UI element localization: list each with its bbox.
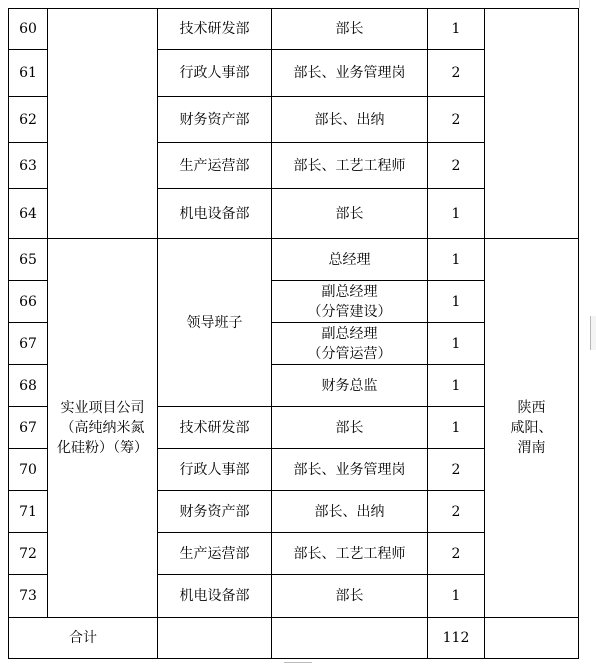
department-cell: 技术研发部 [158, 9, 272, 50]
row-number: 67 [9, 323, 48, 365]
row-number: 61 [9, 50, 48, 97]
headcount-cell: 2 [428, 143, 485, 189]
headcount-cell: 2 [428, 533, 485, 575]
headcount-cell: 1 [428, 323, 485, 365]
position-line2: （分管运营） [307, 345, 392, 362]
leadership-dept-cell: 领导班子 [158, 239, 272, 407]
row-number: 70 [9, 449, 48, 491]
company-cell-continued [48, 9, 158, 239]
row-number: 63 [9, 143, 48, 189]
company-name-line2: （高纯纳米氮 [60, 420, 145, 436]
staffing-table [8, 8, 579, 659]
headcount-cell: 2 [428, 50, 485, 97]
total-value: 112 [428, 618, 485, 659]
department-cell: 财务资产部 [158, 97, 272, 143]
position-cell: 财务总监 [272, 365, 428, 407]
position-cell: 部长、出纳 [272, 97, 428, 143]
row-number: 66 [9, 281, 48, 323]
position-line1: 副总经理 [321, 283, 378, 300]
total-row [9, 618, 579, 659]
headcount-cell: 1 [428, 407, 485, 449]
position-cell: 部长 [272, 575, 428, 618]
location-cell-continued [485, 9, 579, 239]
row-number: 62 [9, 97, 48, 143]
location-line2: 咸阳、 [510, 420, 553, 436]
row-number: 60 [9, 9, 48, 50]
department-cell: 行政人事部 [158, 50, 272, 97]
location-line1: 陕西 [517, 400, 546, 416]
page-bottom-mark [284, 662, 312, 667]
row-number: 73 [9, 575, 48, 618]
row-number: 67 [9, 407, 48, 449]
headcount-cell: 1 [428, 281, 485, 323]
department-cell: 技术研发部 [158, 407, 272, 449]
department-cell: 机电设备部 [158, 189, 272, 239]
headcount-cell: 1 [428, 189, 485, 239]
position-cell: 总经理 [272, 239, 428, 281]
position-cell [272, 323, 428, 365]
row-number: 71 [9, 491, 48, 533]
company-name-line3: 化硅粉）（筹） [57, 440, 148, 456]
company-name-line1: 实业项目公司 [60, 400, 145, 416]
position-cell: 部长 [272, 407, 428, 449]
row-number: 65 [9, 239, 48, 281]
row-number: 64 [9, 189, 48, 239]
department-cell: 生产运营部 [158, 533, 272, 575]
position-cell: 部长 [272, 189, 428, 239]
table-row [9, 9, 579, 50]
position-cell: 部长、出纳 [272, 491, 428, 533]
headcount-cell: 1 [428, 365, 485, 407]
position-line2: （分管建设） [307, 303, 392, 320]
row-number: 68 [9, 365, 48, 407]
position-line1: 副总经理 [321, 325, 378, 342]
total-label: 合计 [9, 618, 158, 659]
headcount-cell: 1 [428, 9, 485, 50]
table-row [9, 239, 579, 281]
total-empty-cell [485, 618, 579, 659]
position-cell: 部长 [272, 9, 428, 50]
department-cell: 财务资产部 [158, 491, 272, 533]
headcount-cell: 1 [428, 575, 485, 618]
total-empty-cell [158, 618, 272, 659]
company-cell [48, 239, 158, 618]
row-number: 72 [9, 533, 48, 575]
total-empty-cell [272, 618, 428, 659]
headcount-cell: 1 [428, 239, 485, 281]
position-cell [272, 281, 428, 323]
headcount-cell: 2 [428, 97, 485, 143]
page-corner-mark [579, 0, 580, 8]
department-cell: 行政人事部 [158, 449, 272, 491]
position-cell: 部长、工艺工程师 [272, 143, 428, 189]
comment-margin-marker [590, 316, 596, 350]
position-cell: 部长、工艺工程师 [272, 533, 428, 575]
position-cell: 部长、业务管理岗 [272, 449, 428, 491]
department-cell: 机电设备部 [158, 575, 272, 618]
location-cell [485, 239, 579, 618]
headcount-cell: 2 [428, 449, 485, 491]
department-cell: 生产运营部 [158, 143, 272, 189]
location-line3: 渭南 [517, 440, 546, 456]
position-cell: 部长、业务管理岗 [272, 50, 428, 97]
headcount-cell: 2 [428, 491, 485, 533]
